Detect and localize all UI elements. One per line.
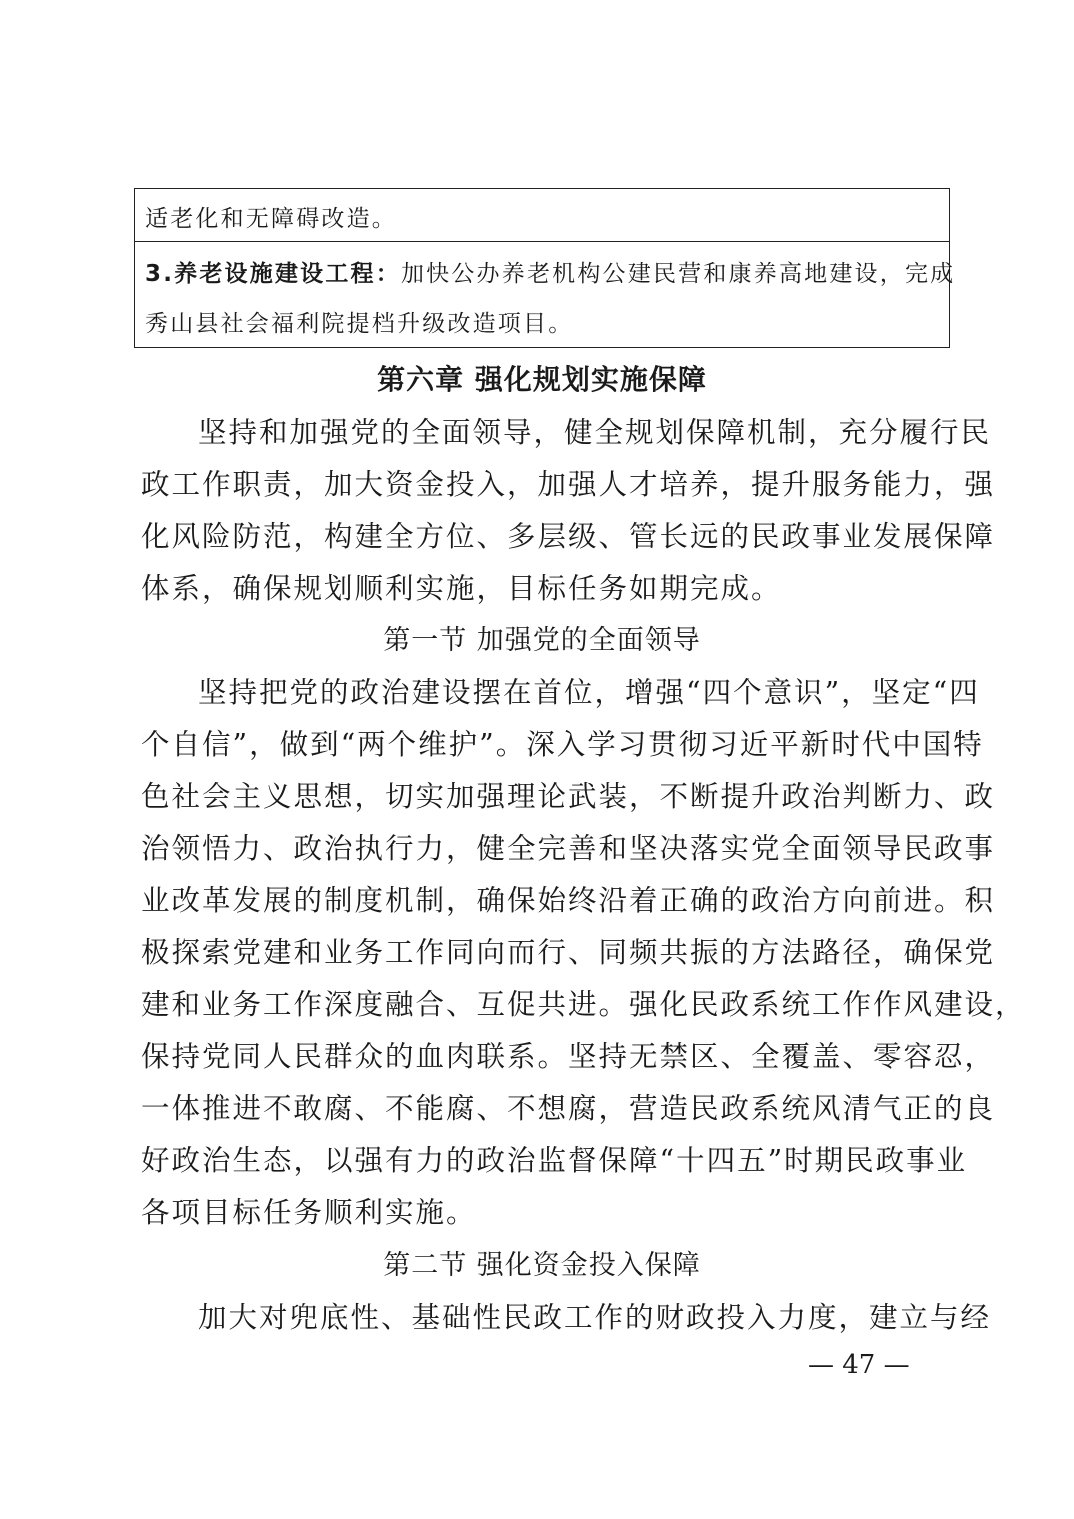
paragraph-line: 坚持把党的政治建设摆在首位，增强“四个意识”，坚定“四: [198, 676, 980, 709]
paragraph-line: 色社会主义思想，切实加强理论武装，不断提升政治判断力、政: [141, 780, 996, 813]
page-number: — 47 —: [808, 1350, 910, 1380]
paragraph-line: 好政治生态，以强有力的政治监督保障“十四五”时期民政事业: [141, 1144, 968, 1177]
paragraph-line: 各项目标任务顺利实施。: [141, 1196, 477, 1229]
box-row2-line2: 秀山县社会福利院提档升级改造项目。: [145, 311, 574, 337]
project-box-row-1: [135, 189, 949, 242]
paragraph-line: 坚持和加强党的全面领导，健全规划保障机制，充分履行民: [198, 416, 992, 449]
paragraph-line: 业改革发展的制度机制，确保始终沿着正确的政治方向前进。积: [141, 884, 996, 917]
paragraph-line: 建和业务工作深度融合、互促共进。强化民政系统工作作风建设，: [141, 988, 1026, 1021]
box-row1-text: 适老化和无障碍改造。: [145, 206, 397, 232]
paragraph-line: 极探索党建和业务工作同向而行、同频共振的方法路径，确保党: [141, 936, 996, 969]
paragraph-line: 加大对兜底性、基础性民政工作的财政投入力度，建立与经: [198, 1301, 992, 1334]
chapter-title: 第六章 强化规划实施保障: [377, 363, 707, 396]
paragraph-line: 一体推进不敢腐、不能腐、不想腐，营造民政系统风清气正的良: [141, 1092, 996, 1125]
project-box: [134, 188, 956, 348]
section-1-title: 第一节 加强党的全面领导: [383, 625, 701, 656]
paragraph-line: 体系，确保规划顺利实施，目标任务如期完成。: [141, 572, 782, 605]
paragraph-line: 个自信”，做到“两个维护”。深入学习贯彻习近平新时代中国特: [141, 728, 984, 761]
project-item-title: 3.养老设施建设工程：: [145, 261, 401, 287]
box-row2-line1: [145, 255, 955, 288]
paragraph-line: 化风险防范，构建全方位、多层级、管长远的民政事业发展保障: [141, 520, 996, 553]
section-2-title: 第二节 强化资金投入保障: [383, 1250, 701, 1281]
paragraph-line: 政工作职责，加大资金投入，加强人才培养，提升服务能力，强: [141, 468, 996, 501]
project-item-text: 加快公办养老机构公建民营和康养高地建设，完成: [400, 261, 956, 287]
paragraph-line: 治领悟力、政治执行力，健全完善和坚决落实党全面领导民政事: [141, 832, 996, 865]
paragraph-line: 保持党同人民群众的血肉联系。坚持无禁区、全覆盖、零容忍，: [141, 1040, 996, 1073]
